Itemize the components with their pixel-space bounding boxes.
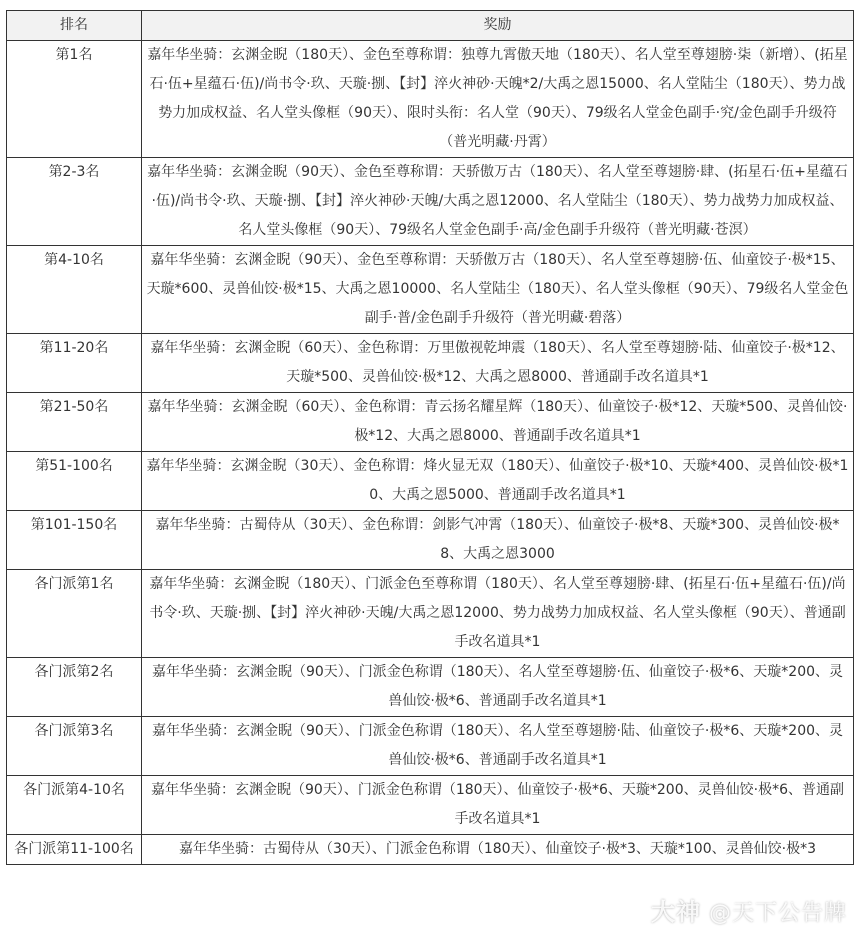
rank-cell: 各门派第11-100名 — [7, 835, 142, 865]
rank-cell: 第101-150名 — [7, 511, 142, 570]
reward-cell: 嘉年华坐骑：玄渊金睨（90天）、门派金色称谓（180天）、名人堂至尊翅膀·伍、仙童饺子·极*6、天璇*200、灵兽仙饺·极*6、普通副手改名道具*1 — [142, 658, 854, 717]
reward-cell: 嘉年华坐骑：玄渊金睨（60天）、金色称谓：万里傲视乾坤震（180天）、名人堂至尊翅膀·陆、仙童饺子·极*12、天璇*500、灵兽仙饺·极*12、大禹之恩8000、普通副手改名道具*1 — [142, 334, 854, 393]
table-row — [7, 717, 854, 776]
rank-cell: 各门派第3名 — [7, 717, 142, 776]
rank-cell: 各门派第2名 — [7, 658, 142, 717]
reward-cell: 嘉年华坐骑：玄渊金睨（90天）、门派金色称谓（180天）、名人堂至尊翅膀·陆、仙童饺子·极*6、天璇*200、灵兽仙饺·极*6、普通副手改名道具*1 — [142, 717, 854, 776]
reward-cell: 嘉年华坐骑：玄渊金睨（180天）、门派金色至尊称谓（180天）、名人堂至尊翅膀·肆、(拓星石·伍+星蕴石·伍)/尚书令·玖、天璇·捌、【封】淬火神砂·天魄/大禹之恩12000、势力战势力加成权益、名人堂头像框（90天）、普通副手改名道具*1 — [142, 570, 854, 658]
table-row — [7, 158, 854, 246]
reward-table — [6, 10, 854, 865]
rank-cell: 各门派第4-10名 — [7, 776, 142, 835]
table-row — [7, 776, 854, 835]
table-row — [7, 835, 854, 865]
table-row — [7, 452, 854, 511]
table-row — [7, 246, 854, 334]
rank-cell: 第51-100名 — [7, 452, 142, 511]
header-reward: 奖励 — [142, 11, 854, 41]
table-row — [7, 334, 854, 393]
table-row — [7, 570, 854, 658]
table-row — [7, 511, 854, 570]
table-header-row — [7, 11, 854, 41]
reward-cell: 嘉年华坐骑：玄渊金睨（90天）、金色至尊称谓：天骄傲万古（180天）、名人堂至尊翅膀·肆、(拓星石·伍+星蕴石·伍)/尚书令·玖、天璇·捌、【封】淬火神砂·天魄/大禹之恩12000、名人堂陆尘（180天）、势力战势力加成权益、名人堂头像框（90天）、79级名人堂金色副手·高/金色副手升级符（普光明藏·苍溟） — [142, 158, 854, 246]
reward-cell: 嘉年华坐骑：古蜀侍从（30天）、门派金色称谓（180天）、仙童饺子·极*3、天璇*100、灵兽仙饺·极*3 — [142, 835, 854, 865]
reward-cell: 嘉年华坐骑：玄渊金睨（60天）、金色称谓：青云扬名耀星辉（180天）、仙童饺子·极*12、天璇*500、灵兽仙饺·极*12、大禹之恩8000、普通副手改名道具*1 — [142, 393, 854, 452]
rank-cell: 第4-10名 — [7, 246, 142, 334]
rank-cell: 各门派第1名 — [7, 570, 142, 658]
reward-cell: 嘉年华坐骑：玄渊金睨（30天）、金色称谓：烽火显无双（180天）、仙童饺子·极*10、天璇*400、灵兽仙饺·极*10、大禹之恩5000、普通副手改名道具*1 — [142, 452, 854, 511]
reward-cell: 嘉年华坐骑：玄渊金睨（180天）、金色至尊称谓：独尊九霄傲天地（180天）、名人堂至尊翅膀·柒（新增）、(拓星石·伍+星蕴石·伍)/尚书令·玖、天璇·捌、【封】淬火神砂·天魄*2/大禹之恩15000、名人堂陆尘（180天）、势力战势力加成权益、名人堂头像框（90天）、限时头衔：名人堂（90天）、79级名人堂金色副手·究/金色副手升级符（普光明藏·丹霄） — [142, 41, 854, 158]
rank-cell: 第21-50名 — [7, 393, 142, 452]
rank-cell: 第1名 — [7, 41, 142, 158]
reward-cell: 嘉年华坐骑：古蜀侍从（30天）、金色称谓：剑影气冲霄（180天）、仙童饺子·极*8、天璇*300、灵兽仙饺·极*8、大禹之恩3000 — [142, 511, 854, 570]
watermark-brand: 大神 — [650, 898, 701, 926]
reward-cell: 嘉年华坐骑：玄渊金睨（90天）、门派金色称谓（180天）、仙童饺子·极*6、天璇*200、灵兽仙饺·极*6、普通副手改名道具*1 — [142, 776, 854, 835]
rank-cell: 第11-20名 — [7, 334, 142, 393]
table-row — [7, 393, 854, 452]
reward-cell: 嘉年华坐骑：玄渊金睨（90天）、金色至尊称谓：天骄傲万古（180天）、名人堂至尊翅膀·伍、仙童饺子·极*15、天璇*600、灵兽仙饺·极*15、大禹之恩10000、名人堂陆尘（180天）、名人堂头像框（90天）、79级名人堂金色副手·普/金色副手升级符（普光明藏·碧落） — [142, 246, 854, 334]
rank-cell: 第2-3名 — [7, 158, 142, 246]
table-row — [7, 41, 854, 158]
watermark-text: @天下公告牌 — [708, 901, 847, 926]
watermark — [651, 892, 847, 927]
table-row — [7, 658, 854, 717]
header-rank: 排名 — [7, 11, 142, 41]
